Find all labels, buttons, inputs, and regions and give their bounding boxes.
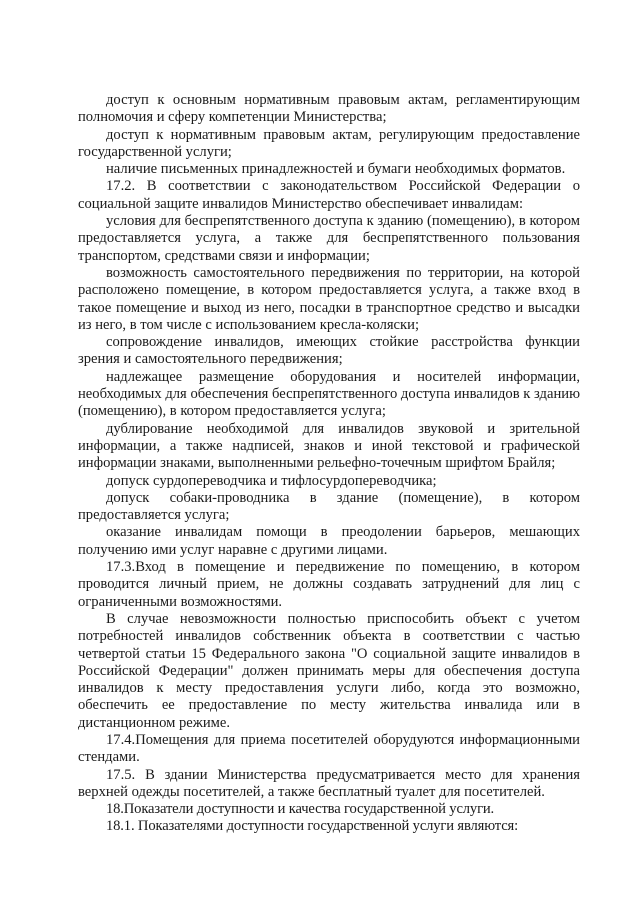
paragraph: 17.3.Вход в помещение и передвижение по помещению, в котором проводится личный прием, не должны создавать затруднений для лиц с ограниченными возможностями. [78,559,580,610]
paragraph: оказание инвалидам помощи в преодолении барьеров, мешающих получению ими услуг наравне с другими лицами. [78,524,580,558]
paragraph: наличие письменных принадлежностей и бумаги необходимых форматов. [106,161,566,178]
paragraph: 17.5. В здании Министерства предусматривается место для хранения верхней одежды посетителей, а также бесплатный туалет для посетителей. [78,766,580,800]
paragraph: 17.4.Помещения для приема посетителей оборудуются информационными стендами. [78,731,580,766]
paragraph: возможность самостоятельного передвижения по территории, на которой расположено помещение, в котором предоставляется услуга, а также вход в такое помещение и выход из него, посадки в транспортное средство и высадки из него, в том числе с использованием кресла-коляски; [78,264,580,333]
paragraph: В случае невозможности полностью приспособить объект с учетом потребностей инвалидов собственник объекта в соответствии с частью четвертой статьи 15 Федерального закона "О социальной защите инвалидов в Российской Федерации" должен принимать меры для обеспечения доступа инвалидов к месту предоставления услуги либо, когда это возможно, обеспечить ее предоставление по месту жительства инвалида или в дистанционном режиме. [78,610,580,731]
paragraph: доступ к нормативным правовым актам, регулирующим предоставление государственной услуги; [78,126,580,160]
paragraph: 18.1. Показателями доступности государственной услуги являются: [106,818,518,835]
paragraph: дублирование необходимой для инвалидов звуковой и зрительной информации, а также надписей, знаков и иной текстовой и графической информации знаками, выполненными рельефно-точечным шрифтом Брайля; [78,420,580,472]
paragraph: 17.2. В соответствии с законодательством Российской Федерации о социальной защите инвалидов Министерство обеспечивает инвалидам: [78,178,580,212]
paragraph: допуск сурдопереводчика и тифлосурдопереводчика; [106,472,437,489]
paragraph: условия для беспрепятственного доступа к зданию (помещению), в котором предоставляется услуга, а также для беспрепятственного пользования транспортом, средствами связи и информации; [78,213,580,264]
document-page [78,92,580,836]
paragraph: надлежащее размещение оборудования и носителей информации, необходимых для обеспечения беспрепятственного доступа инвалидов к зданию (помещению), в котором предоставляется услуга; [78,368,580,420]
paragraph: допуск собаки-проводника в здание (помещение), в котором предоставляется услуга; [78,489,580,524]
paragraph: сопровождение инвалидов, имеющих стойкие расстройства функции зрения и самостоятельного передвижения; [78,334,580,368]
paragraph: доступ к основным нормативным правовым актам, регламентирующим полномочия и сферу компетенции Министерства; [78,92,580,126]
section-heading: 18.Показатели доступности и качества государственной услуги. [106,801,495,818]
